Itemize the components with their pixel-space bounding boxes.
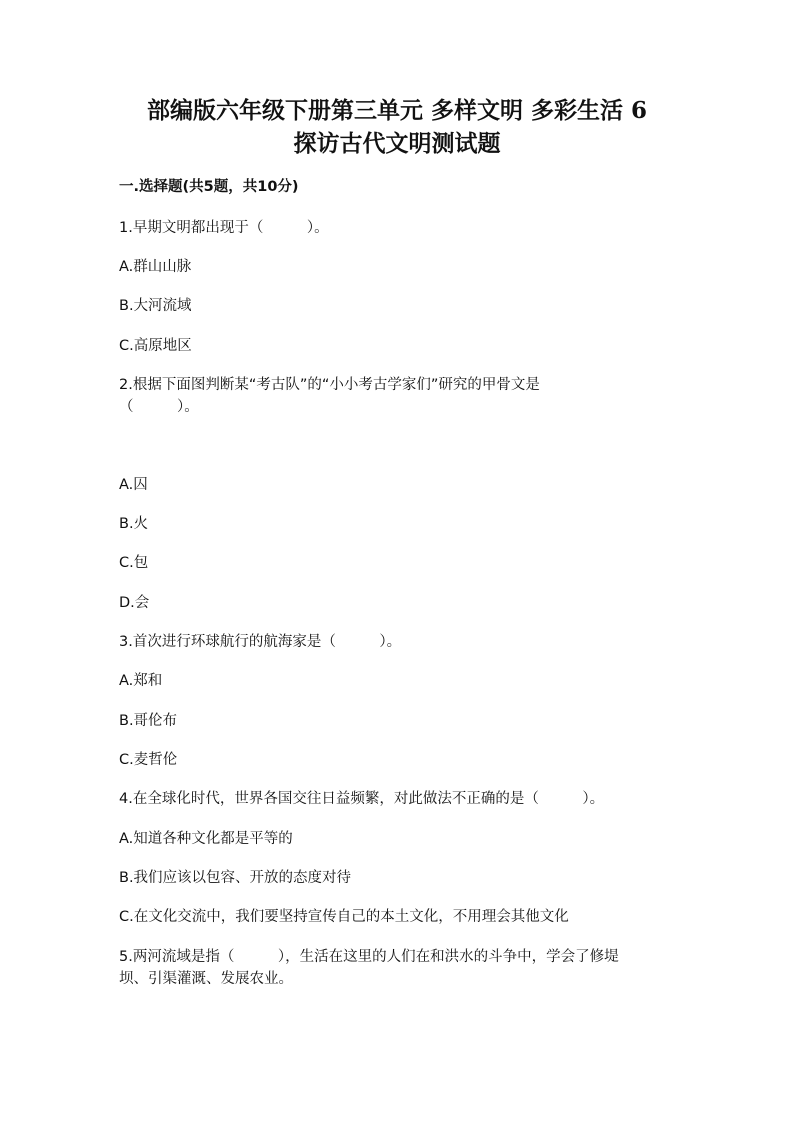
question-3-option-c: C.麦哲伦 — [119, 752, 178, 768]
document-title-line-2: 探访古代文明测试题 — [293, 130, 501, 157]
question-3-stem: 3.首次进行环球航行的航海家是（ ）。 — [119, 634, 402, 650]
question-4-option-c: C.在文化交流中，我们要坚持宣传自己的本土文化，不用理会其他文化 — [119, 909, 569, 925]
question-4-option-b: B.我们应该以包容、开放的态度对待 — [119, 870, 352, 886]
question-4-stem: 4.在全球化时代，世界各国交往日益频繁，对此做法不正确的是（ ）。 — [119, 791, 605, 807]
question-3-option-a: A.郑和 — [119, 673, 163, 689]
question-1-stem: 1.早期文明都出现于（ ）。 — [119, 220, 329, 236]
question-2-stem-line-1: 2.根据下面图判断某“考古队”的“小小考古学家们”研究的甲骨文是 — [119, 377, 540, 393]
document-title-line-1: 部编版六年级下册第三单元 多样文明 多彩生活 6 — [146, 97, 648, 124]
question-2-option-c: C.包 — [119, 555, 149, 571]
question-4-option-a: A.知道各种文化都是平等的 — [119, 831, 293, 847]
question-2-option-d: D.会 — [119, 595, 150, 611]
section-heading: 一.选择题(共5题，共10分) — [119, 179, 299, 195]
question-2-option-b: B.火 — [119, 516, 149, 532]
question-2-option-a: A.囚 — [119, 477, 148, 493]
question-2-stem-line-2: （ ）。 — [119, 399, 199, 415]
question-1-option-c: C.高原地区 — [119, 338, 192, 354]
question-3-option-b: B.哥伦布 — [119, 713, 178, 729]
question-1-option-a: A.群山山脉 — [119, 259, 192, 275]
question-1-option-b: B.大河流域 — [119, 298, 192, 314]
question-5-stem-line-2: 坝、引渠灌溉、发展农业。 — [119, 971, 293, 987]
question-5-stem-line-1: 5.两河流域是指（ ），生活在这里的人们在和洪水的斗争中，学会了修堤 — [119, 949, 619, 965]
